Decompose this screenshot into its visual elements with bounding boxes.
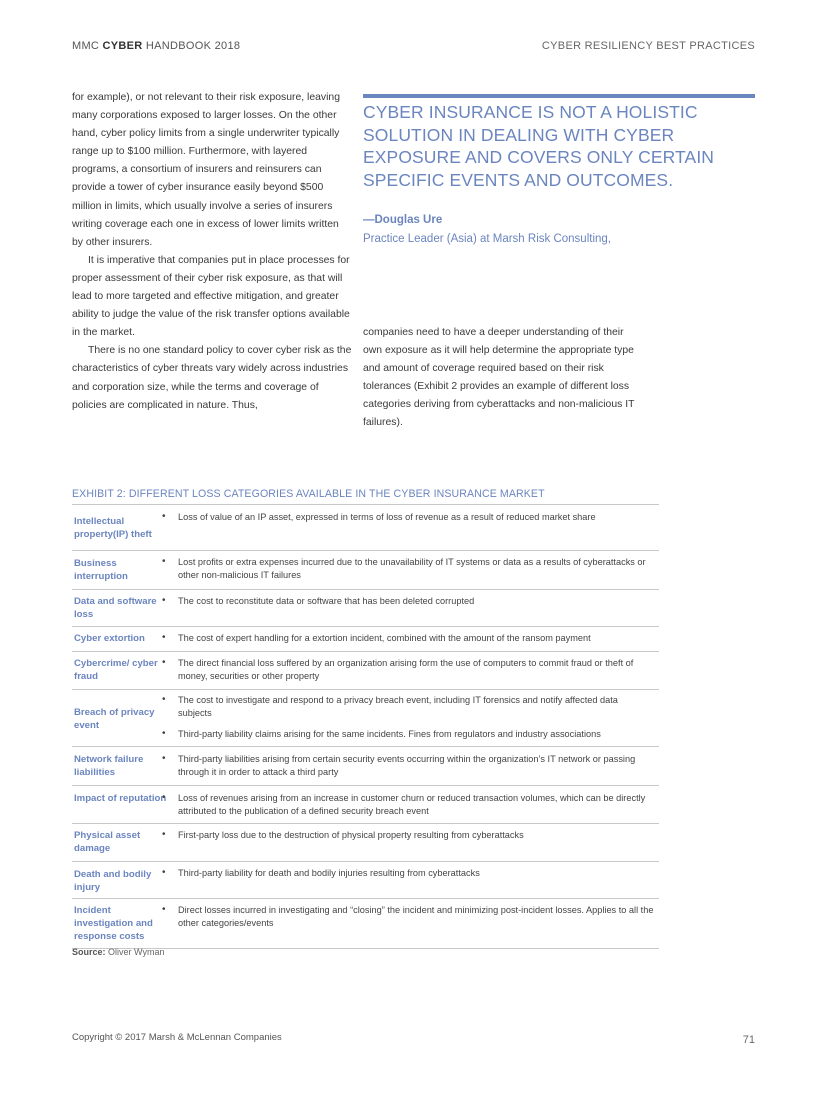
- loss-category: Physical asset damage: [74, 830, 141, 854]
- table-row: [72, 747, 659, 786]
- source-value: Oliver Wyman: [108, 947, 165, 957]
- loss-category: Breach of privacy event: [74, 707, 155, 731]
- loss-category: Cybercrime/ cyber fraud: [74, 658, 158, 682]
- body-paragraph: companies need to have a deeper understanding of their own exposure as it will help determine the appropriate type and amount of coverage required based on their risk tolerances (Exhibit 2 provides an example of different loss categories deriving from cyberattacks and non-malicious IT failures).: [363, 327, 635, 429]
- body-paragraph: It is imperative that companies put in place processes for proper assessment of their cyber risk exposure, as that will lead to more targeted and effective mitigation, and greater ability to judge the value of the risk transfer options available in the market.: [72, 254, 350, 339]
- loss-category: Network failure liabilities: [74, 754, 144, 778]
- body-paragraph: for example), or not relevant to their risk exposure, leaving many corporations exposed to larger losses. On the other hand, cyber policy limits from a single underwriter typically range up to $100 million. Furthermore, with layered programs, a consortium of insurers and reinsurers can provide a tower of cyber insurance easily beyond $500 million in limits, which usually involve a series of insurers writing coverage each one in excess of lower limits written by other insurers.: [72, 92, 340, 248]
- table-row: [72, 551, 659, 590]
- loss-description: • Third-party liability for death and bodily injuries resulting from cyberattacks: [178, 867, 654, 880]
- loss-category: Impact of reputation: [74, 793, 167, 804]
- body-column-right: [363, 324, 643, 433]
- table-row: [72, 862, 659, 899]
- table-row: [72, 899, 659, 949]
- loss-description: • The direct financial loss suffered by an organization arising form the use of computers to commit fraud or theft of money, securities or other property: [178, 657, 654, 683]
- table-row: [72, 786, 659, 824]
- body-paragraph: There is no one standard policy to cover cyber risk as the characteristics of cyber threats vary widely across industries and corporation size, while the terms and coverage of policies are complicated in nature. Thus,: [72, 345, 352, 411]
- pull-quote-role: Practice Leader (Asia) at Marsh Risk Consulting,: [363, 233, 611, 245]
- copyright-notice: Copyright © 2017 Marsh & McLennan Companies: [72, 1032, 282, 1043]
- pull-quote-text: CYBER INSURANCE IS NOT A HOLISTIC SOLUTION IN DEALING WITH CYBER EXPOSURE AND COVERS ONLY CERTAIN SPECIFIC EVENTS AND OUTCOMES.: [363, 102, 715, 190]
- body-column-left: [72, 89, 352, 415]
- exhibit-source: [72, 947, 164, 957]
- loss-description: • Third-party liability claims arising for the same incidents. Fines from regulators and industry associations: [178, 728, 654, 741]
- pull-quote-rule: [363, 94, 755, 98]
- table-row: [72, 505, 659, 551]
- table-row: [72, 824, 659, 862]
- loss-category: Incident investigation and response costs: [74, 905, 153, 942]
- header-brand-post: HANDBOOK 2018: [145, 40, 241, 52]
- loss-description: • The cost to investigate and respond to a privacy breach event, including IT forensics and notify affected data subjects: [178, 694, 654, 720]
- table-row: [72, 652, 659, 690]
- table-row: [72, 627, 659, 652]
- loss-description: • Lost profits or extra expenses incurred due to the unavailability of IT systems or data as a results of cyberattacks or other non-malicious IT failures: [178, 556, 654, 582]
- table-row: [72, 590, 659, 627]
- running-header-title: [72, 40, 240, 52]
- pull-quote-author: —Douglas Ure: [363, 214, 443, 226]
- loss-description: • Loss of value of an IP asset, expressed in terms of loss of revenue as a result of reduced market share: [178, 511, 654, 524]
- loss-description: • Direct losses incurred in investigating and “closing” the incident and minimizing post-incident losses. Applies to all the other categories/events: [178, 904, 654, 930]
- running-header-section: CYBER RESILIENCY BEST PRACTICES: [541, 40, 755, 52]
- loss-category: Intellectual property(IP) theft: [74, 516, 152, 540]
- loss-category: Death and bodily injury: [74, 869, 152, 893]
- loss-category: Cyber extortion: [74, 633, 145, 644]
- loss-description: • Loss of revenues arising from an increase in customer churn or reduced transaction volumes, which can be directly attributed to the publication of a defined security breach event: [178, 792, 654, 818]
- exhibit-title: EXHIBIT 2: DIFFERENT LOSS CATEGORIES AVAILABLE IN THE CYBER INSURANCE MARKET: [72, 488, 545, 500]
- loss-category: Data and software loss: [74, 596, 157, 620]
- exhibit-table: [72, 504, 659, 949]
- header-brand-bold: CYBER: [102, 40, 143, 52]
- loss-description: • Third-party liabilities arising from certain security events occurring within the organization’s IT network or passing through it in order to attack a third party: [178, 753, 654, 779]
- loss-description: • First-party loss due to the destruction of physical property resulting from cyberattacks: [178, 829, 654, 842]
- loss-category: Business interruption: [74, 558, 128, 582]
- header-brand-pre: MMC: [72, 40, 100, 52]
- table-row: [72, 690, 659, 747]
- page-number: 71: [742, 1034, 755, 1046]
- loss-description: • The cost to reconstitute data or software that has been deleted corrupted: [178, 595, 654, 608]
- loss-description: • The cost of expert handling for a extortion incident, combined with the amount of the ransom payment: [178, 632, 654, 645]
- source-label: Source:: [72, 947, 106, 957]
